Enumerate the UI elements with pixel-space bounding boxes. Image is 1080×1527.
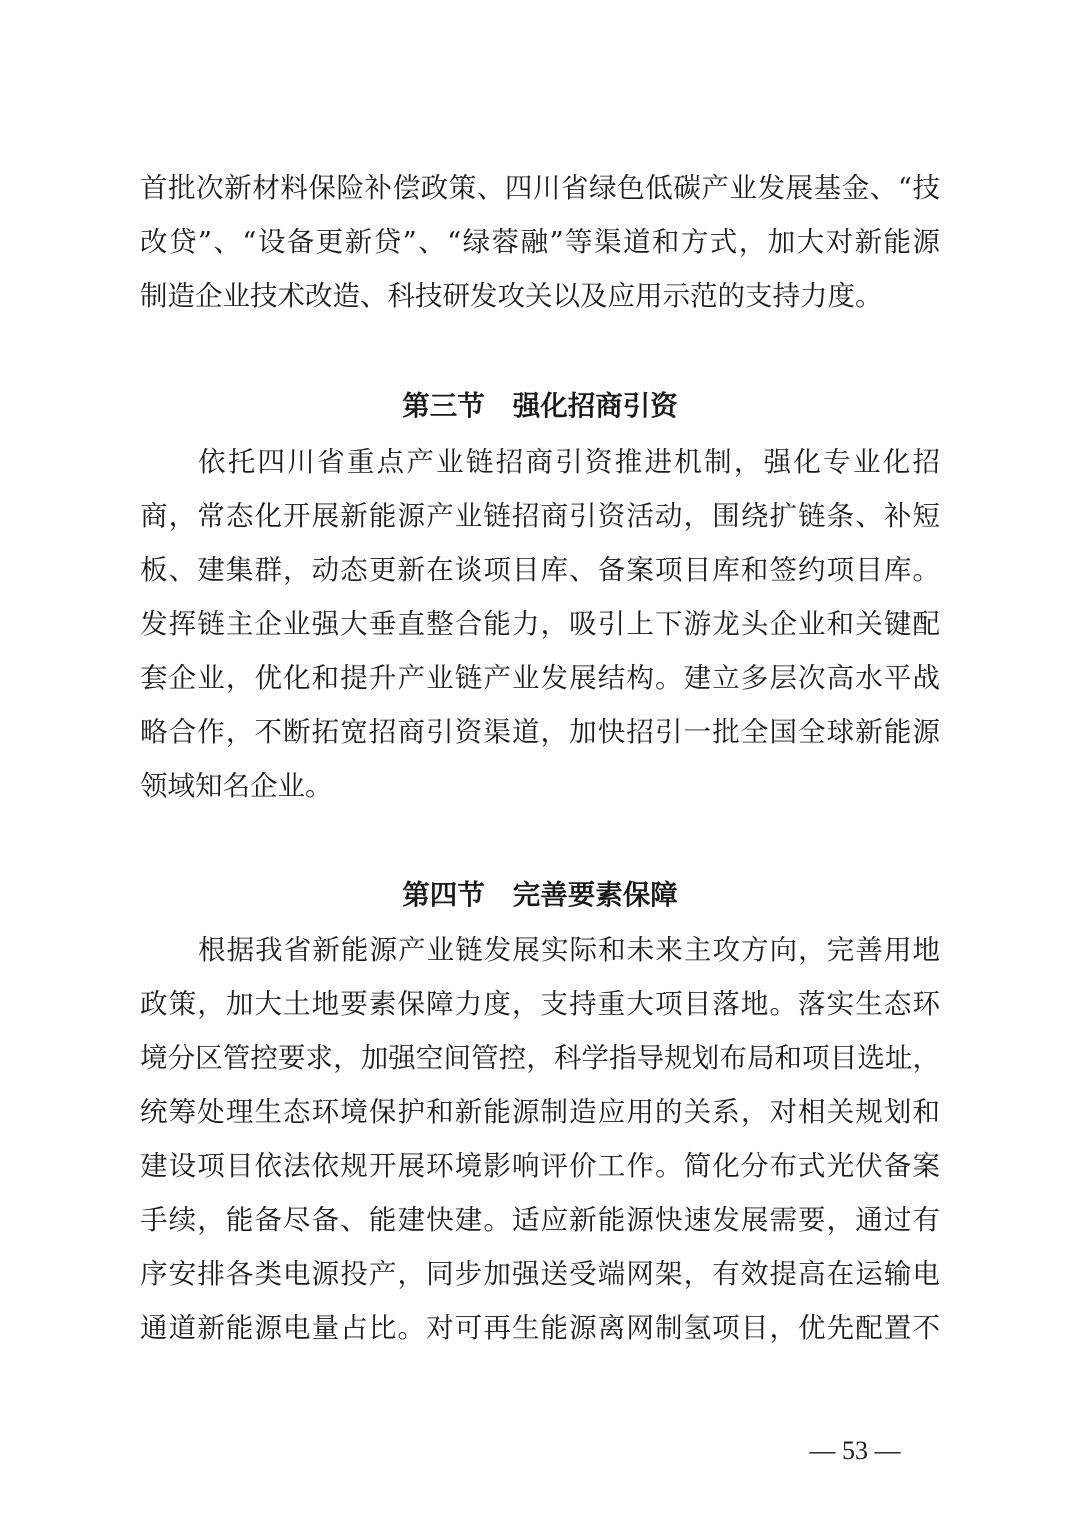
- text-line: 改贷”、“设备更新贷”、“绿蓉融”等渠道和方式，加大对新能源: [140, 226, 940, 258]
- text-line: 略合作，不断拓宽招商引资渠道，加快招引一批全国全球新能源: [140, 716, 940, 748]
- text-line: 通道新能源电量占比。对可再生能源离网制氢项目，优先配置不: [140, 1312, 940, 1344]
- text-line: 统筹处理生态环境保护和新能源制造应用的关系，对相关规划和: [140, 1096, 940, 1128]
- page-number: — 53 —: [809, 1436, 901, 1465]
- section-heading-3: [0, 381, 1080, 431]
- text-line: 根据我省新能源产业链发展实际和未来主攻方向，完善用地: [198, 934, 940, 966]
- text-line: 领域知名企业。: [140, 770, 333, 802]
- text-line: 手续，能备尽备、能建快建。适应新能源快速发展需要，通过有: [140, 1204, 940, 1236]
- text-line: 序安排各类电源投产，同步加强送受端网架，有效提高在运输电: [140, 1258, 940, 1290]
- text-line: 政策，加大土地要素保障力度，支持重大项目落地。落实生态环: [140, 988, 940, 1020]
- text-line: 发挥链主企业强大垂直整合能力，吸引上下游龙头企业和关键配: [140, 608, 940, 640]
- section-title: 强化招商引资: [512, 390, 678, 422]
- section-number: 第四节: [402, 879, 485, 911]
- section-heading-4: [0, 870, 1080, 920]
- text-line: 板、建集群，动态更新在谈项目库、备案项目库和签约项目库。: [140, 554, 940, 586]
- section-title: 完善要素保障: [512, 879, 678, 911]
- text-line: 制造企业技术改造、科技研发攻关以及应用示范的支持力度。: [140, 280, 883, 312]
- text-line: 建设项目依法依规开展环境影响评价工作。简化分布式光伏备案: [140, 1150, 940, 1182]
- text-line: 商，常态化开展新能源产业链招商引资活动，围绕扩链条、补短: [140, 500, 940, 532]
- text-line: 境分区管控要求，加强空间管控，科学指导规划布局和项目选址，: [140, 1042, 940, 1074]
- text-line: 套企业，优化和提升产业链产业发展结构。建立多层次高水平战: [140, 662, 940, 694]
- section-number: 第三节: [402, 390, 485, 422]
- text-line: 首批次新材料保险补偿政策、四川省绿色低碳产业发展基金、“技: [140, 172, 940, 204]
- text-line: 依托四川省重点产业链招商引资推进机制，强化专业化招: [198, 446, 940, 478]
